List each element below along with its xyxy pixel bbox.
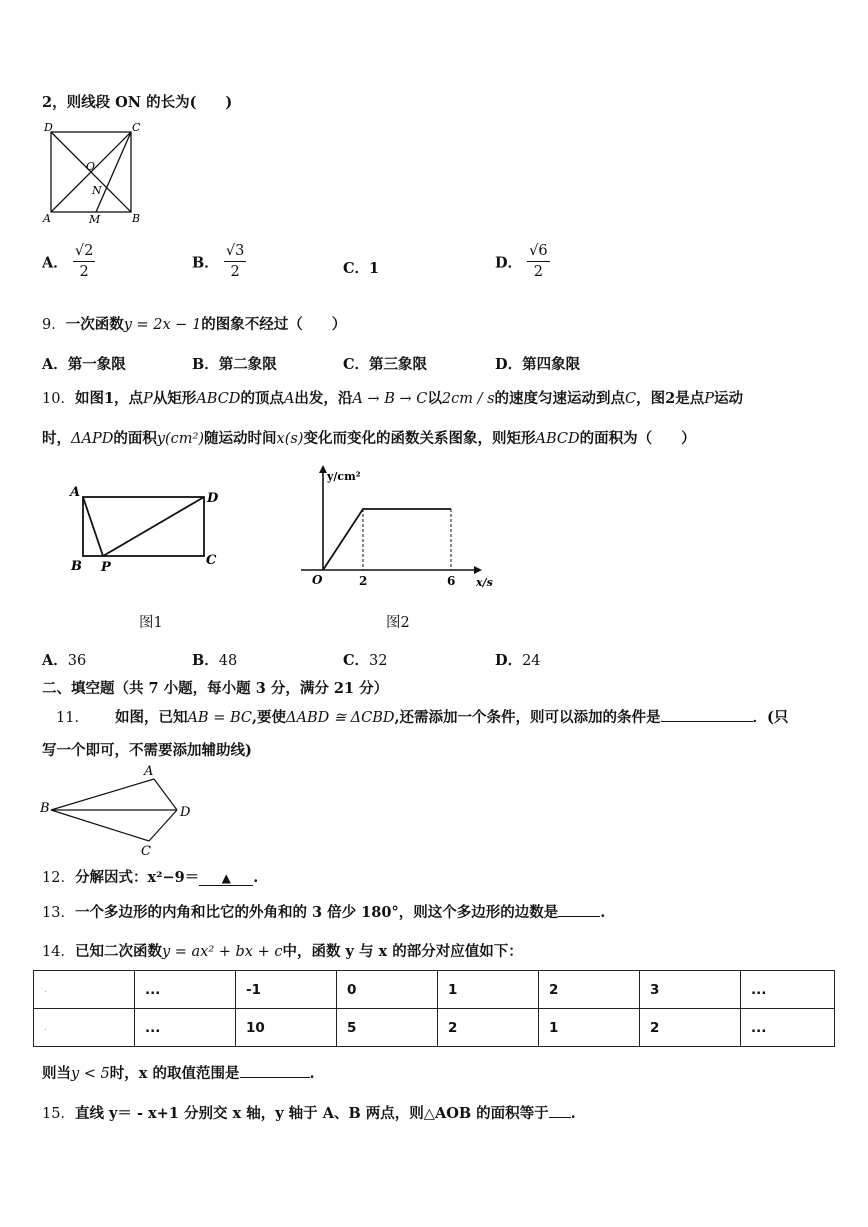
q10-stem-line2: 时，ΔAPD的面积y(cm²)随运动时间x(s)变化而变化的函数关系图象，则矩形ABCD的面积为（ ） xyxy=(42,430,696,447)
fig11-label-a: A xyxy=(144,764,154,779)
q9-option-d[interactable]: D．第四象限 xyxy=(495,356,581,373)
q14-value-table xyxy=(33,970,835,1047)
q15-stem: 15．直线 y＝ - x+1 分别交 x 轴，y 轴于 A、B 两点，则△AOB 的面积等于 . xyxy=(42,1105,576,1122)
section-title-fill-in: 二、填空题（共 7 小题，每小题 3 分，满分 21 分） xyxy=(42,680,389,697)
table-cell: 2 xyxy=(539,971,640,1009)
q10-caption-1: 图1 xyxy=(139,615,163,631)
table-row-y xyxy=(34,1009,835,1047)
q8-option-b[interactable]: B． $\frac{√3}{2}$ xyxy=(192,243,245,280)
q11-kite-figure xyxy=(36,762,206,862)
table-cell: ... xyxy=(741,1009,835,1047)
q9-option-a[interactable]: A．第一象限 xyxy=(42,356,126,373)
table-cell: 1 xyxy=(438,971,539,1009)
fig-label-b: B xyxy=(132,212,141,225)
q14-stem: 14．已知二次函数y = ax² + bx + c中，函数 y 与 x 的部分对应值如下： xyxy=(42,943,523,960)
fig2-label-origin: O xyxy=(312,573,323,587)
q8-square-figure xyxy=(40,120,150,230)
q12-answer-blank[interactable]: ▲ xyxy=(199,871,253,886)
fig2-label-tick-6: 6 xyxy=(447,574,456,588)
fig11-label-b: B xyxy=(40,801,50,816)
q11-stem-line2: 写一个即可，不需要添加辅助线) xyxy=(42,742,252,759)
table-cell: 2 xyxy=(438,1009,539,1047)
fig1-label-d: D xyxy=(207,491,219,506)
q8-option-d[interactable]: D． $\frac{√6}{2}$ xyxy=(495,243,548,280)
q10-stem-line1: 10．如图1，点P从矩形ABCD的顶点A出发，沿A → B → C以2cm / s的速度匀速运动到点C，图2是点P运动 xyxy=(42,390,743,407)
table-cell: 0 xyxy=(337,971,438,1009)
q8-option-c[interactable]: C．1 xyxy=(343,260,380,277)
q9-stem: 9．一次函数y = 2x − 1的图象不经过（ ） xyxy=(42,316,347,333)
fig-label-n: N xyxy=(92,184,102,197)
q13-stem: 13．一个多边形的内角和比它的外角和的 3 倍少 180°，则这个多边形的边数是 . xyxy=(42,904,606,921)
q9-option-b[interactable]: B．第二象限 xyxy=(192,356,277,373)
q9-option-c[interactable]: C．第三象限 xyxy=(343,356,428,373)
fig-label-c: C xyxy=(132,121,141,134)
table-row-x xyxy=(34,971,835,1009)
fig1-label-a: A xyxy=(70,485,81,500)
fig1-label-c: C xyxy=(206,553,217,568)
table-cell: . xyxy=(34,1009,135,1047)
table-cell: 5 xyxy=(337,1009,438,1047)
fig2-label-x: x/s xyxy=(476,576,493,589)
fig-label-o: O xyxy=(86,160,96,173)
q14-answer-blank[interactable] xyxy=(240,1063,310,1078)
q10-option-a[interactable]: A．36 xyxy=(42,652,87,669)
q12-stem: 12．分解因式：x²−9＝ ▲ . xyxy=(42,869,259,886)
table-cell: 1 xyxy=(539,1009,640,1047)
table-cell: 10 xyxy=(236,1009,337,1047)
fig2-label-y: y/cm² xyxy=(327,470,361,483)
table-cell: 3 xyxy=(640,971,741,1009)
fig1-label-b: B xyxy=(71,559,82,574)
table-cell: -1 xyxy=(236,971,337,1009)
q10-graph-figure xyxy=(296,462,506,592)
q11-stem-line1: 11． 如图，已知AB = BC,要使ΔABD ≅ ΔCBD,还需添加一个条件，则可以添加的条件是 ．(只 xyxy=(56,709,789,726)
q10-rectangle-figure xyxy=(66,480,226,575)
fig-label-a: A xyxy=(43,212,51,225)
fig2-label-tick-2: 2 xyxy=(359,574,368,588)
table-cell: ... xyxy=(741,971,835,1009)
q10-option-c[interactable]: C．32 xyxy=(343,652,388,669)
q10-caption-2: 图2 xyxy=(386,615,410,631)
fig11-label-c: C xyxy=(141,844,151,859)
q11-answer-blank[interactable] xyxy=(661,707,753,722)
fig-label-m: M xyxy=(89,213,101,226)
fig11-label-d: D xyxy=(180,805,191,820)
table-cell: 2 xyxy=(640,1009,741,1047)
q8-stem: 2，则线段 ON 的长为( ) xyxy=(42,94,233,111)
fig1-label-p: P xyxy=(101,560,111,575)
table-cell: . xyxy=(34,971,135,1009)
q8-option-a[interactable]: A． $\frac{√2}{2}$ xyxy=(42,243,94,280)
q13-answer-blank[interactable] xyxy=(558,902,600,917)
table-cell: ... xyxy=(135,971,236,1009)
fig-label-d: D xyxy=(44,121,53,134)
q10-option-b[interactable]: B．48 xyxy=(192,652,238,669)
q14-question: 则当y < 5时，x 的取值范围是 . xyxy=(42,1065,315,1082)
table-cell: ... xyxy=(135,1009,236,1047)
q15-answer-blank[interactable] xyxy=(549,1103,571,1118)
q10-option-d[interactable]: D．24 xyxy=(495,652,541,669)
